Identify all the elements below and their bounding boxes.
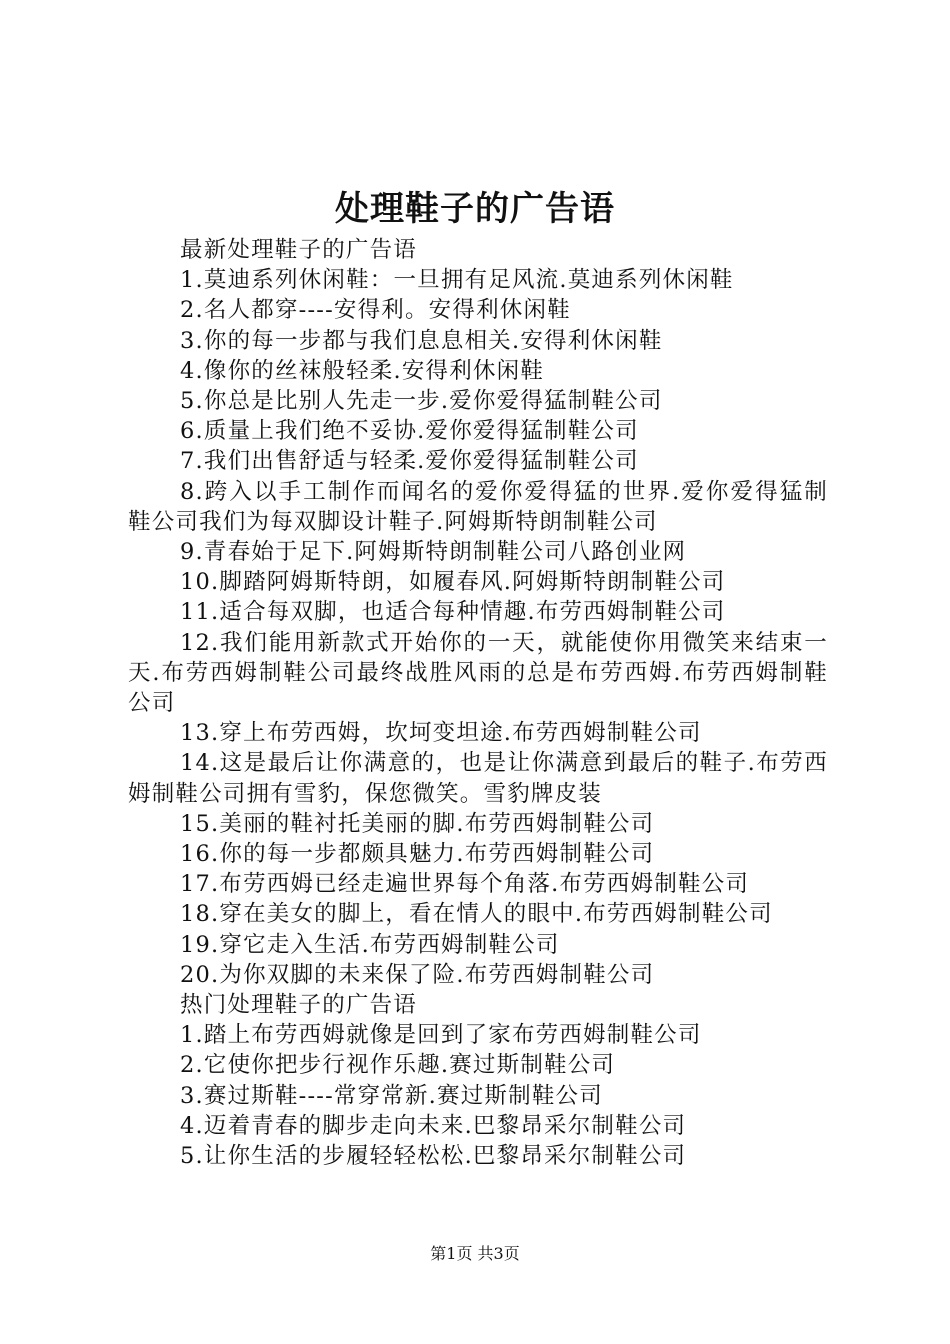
paragraph: 18.穿在美女的脚上，看在情人的眼中.布劳西姆制鞋公司 [180,901,773,928]
paragraph: 5.你总是比别人先走一步.爱你爱得猛制鞋公司 [180,388,663,415]
paragraph: 19.穿它走入生活.布劳西姆制鞋公司 [180,931,560,958]
paragraph: 16.你的每一步都颇具魅力.布劳西姆制鞋公司 [180,841,655,868]
paragraph: 8.跨入以手工制作而闻名的爱你爱得猛的世界.爱你爱得猛制鞋公司我们为每双脚设计鞋子.阿姆斯特朗制鞋公司 [128,478,828,535]
paragraph: 11.适合每双脚，也适合每种情趣.布劳西姆制鞋公司 [180,599,726,626]
paragraph: 6.质量上我们绝不妥协.爱你爱得猛制鞋公司 [180,418,639,445]
paragraph: 14.这是最后让你满意的，也是让你满意到最后的鞋子.布劳西姆制鞋公司拥有雪豹，保您微笑。雪豹牌皮装 [128,750,828,807]
paragraph: 15.美丽的鞋衬托美丽的脚.布劳西姆制鞋公司 [180,810,655,837]
document-body [128,235,828,1171]
paragraph: 4.迈着青春的脚步走向未来.巴黎昂采尔制鞋公司 [180,1112,687,1139]
paragraph: 2.它使你把步行视作乐趣.赛过斯制鞋公司 [180,1052,616,1079]
paragraph: 3.赛过斯鞋----常穿常新.赛过斯制鞋公司 [180,1082,603,1109]
paragraph: 1.莫迪系列休闲鞋：一旦拥有足风流.莫迪系列休闲鞋 [180,267,734,294]
paragraph: 10.脚踏阿姆斯特朗，如履春风.阿姆斯特朗制鞋公司 [180,569,726,596]
paragraph: 5.让你生活的步履轻轻松松.巴黎昂采尔制鞋公司 [180,1143,687,1170]
paragraph: 1.踏上布劳西姆就像是回到了家布劳西姆制鞋公司 [180,1022,702,1049]
paragraph: 3.你的每一步都与我们息息相关.安得利休闲鞋 [180,327,663,354]
paragraph: 12.我们能用新款式开始你的一天，就能使你用微笑来结束一天.布劳西姆制鞋公司最终战胜风雨的总是布劳西姆.布劳西姆制鞋公司 [128,629,828,717]
paragraph: 9.青春始于足下.阿姆斯特朗制鞋公司八路创业网 [180,539,687,566]
paragraph: 17.布劳西姆已经走遍世界每个角落.布劳西姆制鞋公司 [180,871,750,898]
paragraph: 13.穿上布劳西姆，坎坷变坦途.布劳西姆制鞋公司 [180,720,702,747]
section-heading-latest: 最新处理鞋子的广告语 [180,237,418,263]
paragraph: 4.像你的丝袜般轻柔.安得利休闲鞋 [180,357,545,384]
paragraph: 20.为你双脚的未来保了险.布劳西姆制鞋公司 [180,961,655,988]
paragraph: 7.我们出售舒适与轻柔.爱你爱得猛制鞋公司 [180,448,639,475]
page-footer: 第1页 共3页 [430,1244,520,1263]
document-title: 处理鞋子的广告语 [335,189,615,229]
section-heading-popular: 热门处理鞋子的广告语 [180,992,418,1019]
paragraph: 2.名人都穿----安得利。安得利休闲鞋 [180,297,571,324]
